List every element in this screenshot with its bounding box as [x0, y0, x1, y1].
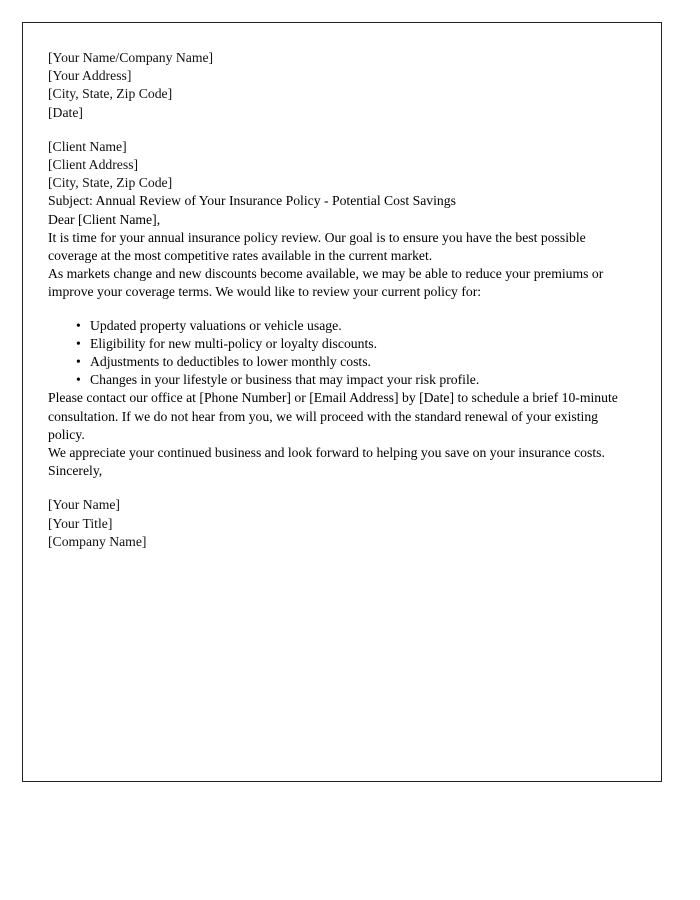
list-item: [48, 371, 625, 389]
subject-line: Subject: Annual Review of Your Insurance Policy - Potential Cost Savings: [48, 193, 456, 209]
list-item-label: Updated property valuations or vehicle usage.: [90, 317, 342, 333]
sender-address-block: [48, 49, 625, 122]
sender-name-line: [Your Name/Company Name]: [48, 50, 214, 65]
bullet-icon: •: [76, 317, 81, 333]
letter-body: [48, 49, 625, 551]
review-items-list: [48, 317, 625, 390]
list-item: [48, 317, 625, 335]
signature-name-line: [Your Name]: [48, 497, 120, 513]
salutation-line: Dear [Client Name],: [48, 211, 161, 227]
recipient-address-block: [48, 138, 625, 193]
bullet-icon: •: [76, 354, 81, 370]
list-item-label: Adjustments to deductibles to lower monthly costs.: [90, 354, 371, 370]
paragraph-call-to-action: Please contact our office at [Phone Number] or [Email Address] by [Date] to schedule a brief 10-minute consultation. If we do not hear from you, we will proceed with the standard renewal of your existing policy.: [48, 390, 618, 442]
list-item: [48, 353, 625, 371]
recipient-name-line: [Client Name]: [48, 138, 127, 154]
signature-title-line: [Your Title]: [48, 515, 113, 531]
bullet-icon: •: [76, 335, 81, 351]
signature-company-line: [Company Name]: [48, 533, 147, 549]
sender-date-line: [Date]: [48, 104, 83, 120]
sender-street-line: [Your Address]: [48, 68, 132, 84]
recipient-city-line: [City, State, Zip Code]: [48, 175, 173, 191]
signature-block: [48, 496, 625, 551]
list-item-label: Changes in your lifestyle or business that may impact your risk profile.: [90, 372, 480, 388]
bullet-icon: •: [76, 372, 81, 388]
recipient-street-line: [Client Address]: [48, 157, 139, 173]
letter-page-frame: [22, 22, 662, 782]
sender-city-line: [City, State, Zip Code]: [48, 86, 173, 102]
list-item: [48, 335, 625, 353]
paragraph-appreciation: We appreciate your continued business and look forward to helping you save on your insurance costs.: [48, 445, 605, 461]
closing-line: Sincerely,: [48, 463, 103, 479]
paragraph-intro: It is time for your annual insurance policy review. Our goal is to ensure you have the best possible coverage at the most competitive rates available in the current market.: [48, 229, 586, 264]
paragraph-review-scope: As markets change and new discounts become available, we may be able to reduce your premiums or improve your coverage terms. We would like to review your current policy for:: [48, 266, 604, 300]
list-item-label: Eligibility for new multi-policy or loyalty discounts.: [90, 335, 378, 351]
